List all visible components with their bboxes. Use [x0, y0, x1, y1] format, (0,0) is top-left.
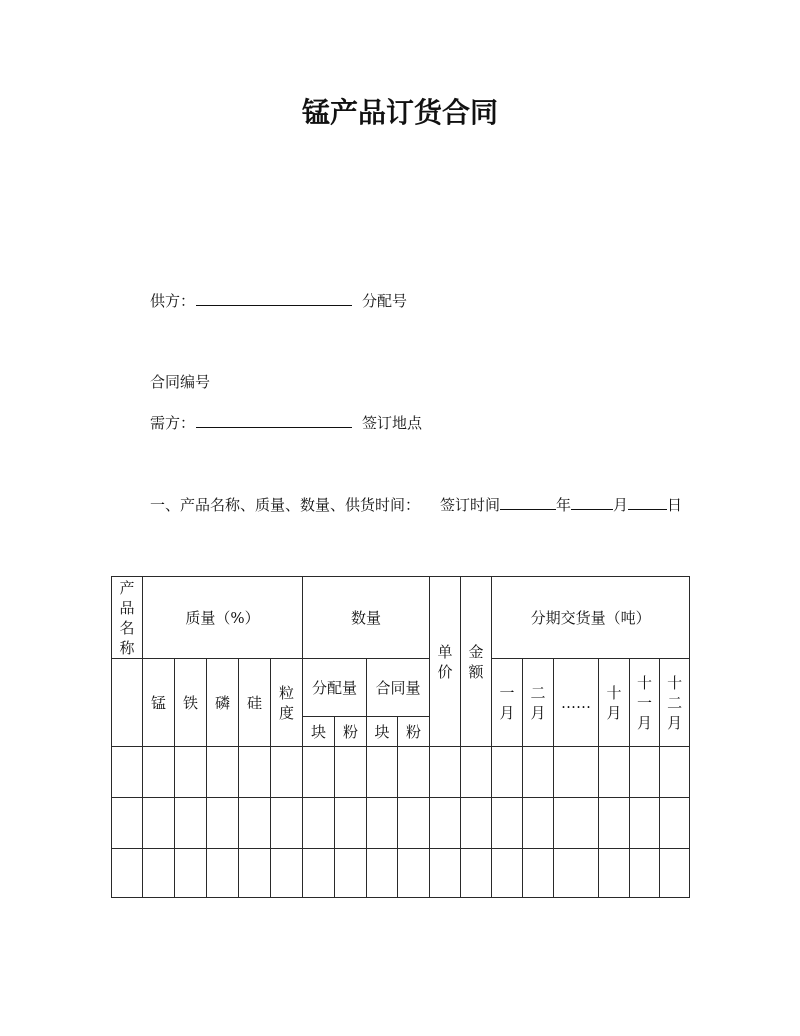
th-month-1	[492, 659, 523, 747]
th-product-name-blank	[112, 659, 143, 747]
table-cell	[207, 849, 239, 898]
table-cell	[554, 798, 599, 849]
allocation-no-label: 分配号	[362, 292, 408, 310]
table-cell	[303, 798, 335, 849]
header-row-2	[112, 659, 690, 717]
th-month-12	[660, 659, 690, 747]
table-row	[112, 798, 690, 849]
th-month-10	[599, 659, 630, 747]
table-cell	[398, 849, 430, 898]
table-cell	[599, 747, 630, 798]
th-quality-silicon: 硅	[239, 659, 271, 747]
th-contract-quantity: 合同量	[367, 659, 430, 717]
table-cell	[599, 798, 630, 849]
table-cell	[239, 747, 271, 798]
th-contract-lump: 块	[367, 717, 398, 747]
day-blank	[628, 495, 667, 510]
table-cell	[630, 747, 660, 798]
table-cell	[430, 849, 461, 898]
signing-time-label: 签订时间	[440, 496, 501, 514]
month-2-label: 二月	[530, 683, 546, 722]
table-cell	[630, 798, 660, 849]
supplier-line	[150, 291, 407, 311]
table-cell	[367, 849, 398, 898]
table-cell	[112, 747, 143, 798]
th-allocation-quantity: 分配量	[303, 659, 367, 717]
table-cell	[461, 747, 492, 798]
month-10-label: 十月	[606, 683, 622, 722]
th-month-ellipsis: ……	[554, 659, 599, 747]
table-cell	[143, 747, 175, 798]
table-cell	[239, 849, 271, 898]
supplier-label: 供方：	[150, 292, 196, 310]
th-month-11	[630, 659, 660, 747]
document-title: 锰产品订货合同	[301, 96, 498, 129]
table-cell	[660, 798, 690, 849]
table-cell	[207, 747, 239, 798]
table-cell	[303, 849, 335, 898]
unit-price-label: 单价	[437, 642, 453, 681]
granularity-label: 粒度	[279, 683, 295, 722]
year-label: 年	[556, 496, 572, 514]
table-cell	[660, 747, 690, 798]
th-amount	[461, 577, 492, 747]
table-cell	[112, 849, 143, 898]
table-cell	[461, 798, 492, 849]
table-cell	[523, 849, 554, 898]
table-cell	[523, 798, 554, 849]
table-cell	[492, 849, 523, 898]
month-label: 月	[613, 496, 629, 514]
table-cell	[599, 849, 630, 898]
th-unit-price	[430, 577, 461, 747]
th-quality-phosphorus: 磷	[207, 659, 239, 747]
contract-no-label: 合同编号	[150, 373, 211, 391]
table-cell	[523, 747, 554, 798]
buyer-line	[150, 413, 422, 433]
table-cell	[271, 798, 303, 849]
table-cell	[207, 798, 239, 849]
table-cell	[112, 798, 143, 849]
th-quality: 质量（%）	[143, 577, 303, 659]
th-installments: 分期交货量（吨）	[492, 577, 690, 659]
table-cell	[239, 798, 271, 849]
th-contract-fines: 粉	[398, 717, 430, 747]
table-cell	[367, 798, 398, 849]
th-allocation-lump: 块	[303, 717, 335, 747]
th-quality-granularity	[271, 659, 303, 747]
table-cell	[175, 798, 207, 849]
table-cell	[630, 849, 660, 898]
table-cell	[175, 747, 207, 798]
year-blank	[500, 495, 556, 510]
day-label: 日	[667, 496, 683, 514]
table-cell	[143, 798, 175, 849]
month-12-label: 十二月	[667, 673, 683, 732]
month-11-label: 十一月	[637, 673, 653, 732]
table-cell	[461, 849, 492, 898]
table-cell	[271, 747, 303, 798]
table-cell	[335, 798, 367, 849]
th-quantity: 数量	[303, 577, 430, 659]
table-cell	[492, 798, 523, 849]
table-cell	[303, 747, 335, 798]
signing-time-line	[440, 495, 682, 515]
table-cell	[554, 747, 599, 798]
product-name-label: 产品名称	[119, 578, 135, 657]
table-cell	[398, 798, 430, 849]
table-cell	[175, 849, 207, 898]
table-cell	[367, 747, 398, 798]
table-cell	[554, 849, 599, 898]
header-row-1	[112, 577, 690, 659]
table-row	[112, 747, 690, 798]
table-cell	[430, 798, 461, 849]
supplier-blank	[196, 291, 352, 306]
table-cell	[398, 747, 430, 798]
th-quality-iron: 铁	[175, 659, 207, 747]
table-cell	[271, 849, 303, 898]
table-cell	[335, 849, 367, 898]
buyer-label: 需方：	[150, 414, 196, 432]
th-product-name	[112, 577, 143, 659]
table-cell	[335, 747, 367, 798]
table-cell	[430, 747, 461, 798]
amount-label: 金额	[468, 642, 484, 681]
signing-place-label: 签订地点	[362, 414, 423, 432]
table-row	[112, 849, 690, 898]
table-cell	[492, 747, 523, 798]
th-allocation-fines: 粉	[335, 717, 367, 747]
order-table	[111, 576, 690, 898]
month-1-label: 一月	[499, 683, 515, 722]
buyer-blank	[196, 413, 352, 428]
table-cell	[143, 849, 175, 898]
section-1-heading: 一、产品名称、质量、数量、供货时间：	[150, 496, 421, 514]
th-quality-manganese: 锰	[143, 659, 175, 747]
th-month-2	[523, 659, 554, 747]
month-blank	[571, 495, 613, 510]
table-cell	[660, 849, 690, 898]
